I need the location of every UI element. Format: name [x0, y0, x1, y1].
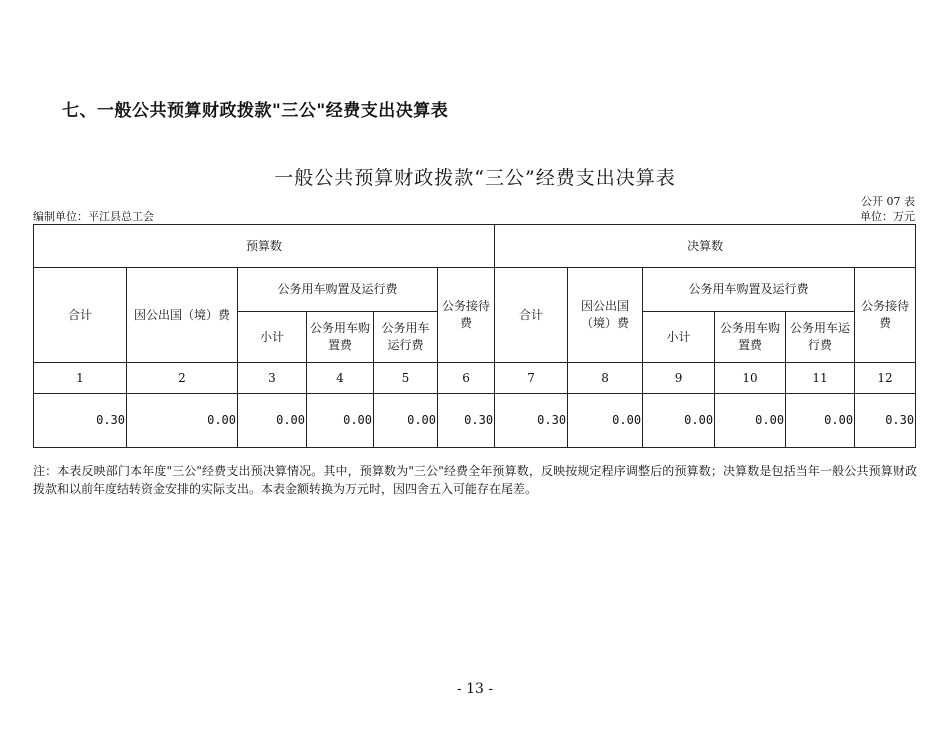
header-budget-total: 合计 — [34, 268, 127, 363]
value-cell: 0.00 — [786, 394, 855, 448]
header-final-reception: 公务接待费 — [855, 268, 916, 363]
column-number: 1 — [34, 363, 127, 394]
header-budget-reception: 公务接待费 — [438, 268, 495, 363]
data-row — [34, 394, 916, 448]
value-cell: 0.30 — [855, 394, 916, 448]
header-row-category — [34, 268, 916, 312]
value-cell: 0.00 — [568, 394, 643, 448]
footnote: 注：本表反映部门本年度"三公"经费支出预决算情况。其中，预算数为"三公"经费全年预算数，反映按规定程序调整后的预算数；决算数是包括当年一般公共预算财政拨款和以前年度结转资金安排的实际支出。本表金额转换为万元时，因四舍五入可能存在尾差。 — [33, 464, 917, 496]
value-cell: 0.30 — [438, 394, 495, 448]
header-final-total: 合计 — [495, 268, 568, 363]
column-number-row — [34, 363, 916, 394]
header-final-vehicle: 公务用车购置及运行费 — [643, 268, 855, 312]
page-number: - 13 - — [456, 681, 494, 697]
header-final-subtotal: 小计 — [643, 312, 715, 363]
compiling-unit: 编制单位：平江县总工会 — [33, 210, 154, 223]
column-number: 2 — [127, 363, 238, 394]
header-final-vehicle-operation: 公务用车运行费 — [786, 312, 855, 363]
value-cell: 0.00 — [374, 394, 438, 448]
header-budget-abroad: 因公出国（境）费 — [127, 268, 238, 363]
value-cell: 0.00 — [643, 394, 715, 448]
column-number: 7 — [495, 363, 568, 394]
header-budget-subtotal: 小计 — [238, 312, 307, 363]
header-budget-vehicle-purchase: 公务用车购置费 — [307, 312, 374, 363]
value-cell: 0.00 — [238, 394, 307, 448]
header-budget: 预算数 — [34, 225, 495, 268]
table-title: 一般公共预算财政拨款“三公”经费支出决算表 — [274, 167, 676, 189]
header-final-abroad: 因公出国（境）费 — [568, 268, 643, 363]
section-heading: 七、一般公共预算财政拨款"三公"经费支出决算表 — [62, 101, 449, 121]
header-final: 决算数 — [495, 225, 916, 268]
header-budget-vehicle: 公务用车购置及运行费 — [238, 268, 438, 312]
header-final-vehicle-purchase: 公务用车购置费 — [715, 312, 786, 363]
column-number: 9 — [643, 363, 715, 394]
column-number: 5 — [374, 363, 438, 394]
value-cell: 0.00 — [715, 394, 786, 448]
column-number: 8 — [568, 363, 643, 394]
currency-unit: 单位：万元 — [860, 210, 915, 223]
column-number: 4 — [307, 363, 374, 394]
header-row-group — [34, 225, 916, 268]
column-number: 10 — [715, 363, 786, 394]
value-cell: 0.30 — [495, 394, 568, 448]
column-number: 11 — [786, 363, 855, 394]
expense-table — [33, 224, 916, 448]
value-cell: 0.30 — [34, 394, 127, 448]
column-number: 12 — [855, 363, 916, 394]
table-code: 公开 07 表 — [861, 195, 915, 208]
value-cell: 0.00 — [127, 394, 238, 448]
column-number: 3 — [238, 363, 307, 394]
value-cell: 0.00 — [307, 394, 374, 448]
header-budget-vehicle-operation: 公务用车运行费 — [374, 312, 438, 363]
column-number: 6 — [438, 363, 495, 394]
